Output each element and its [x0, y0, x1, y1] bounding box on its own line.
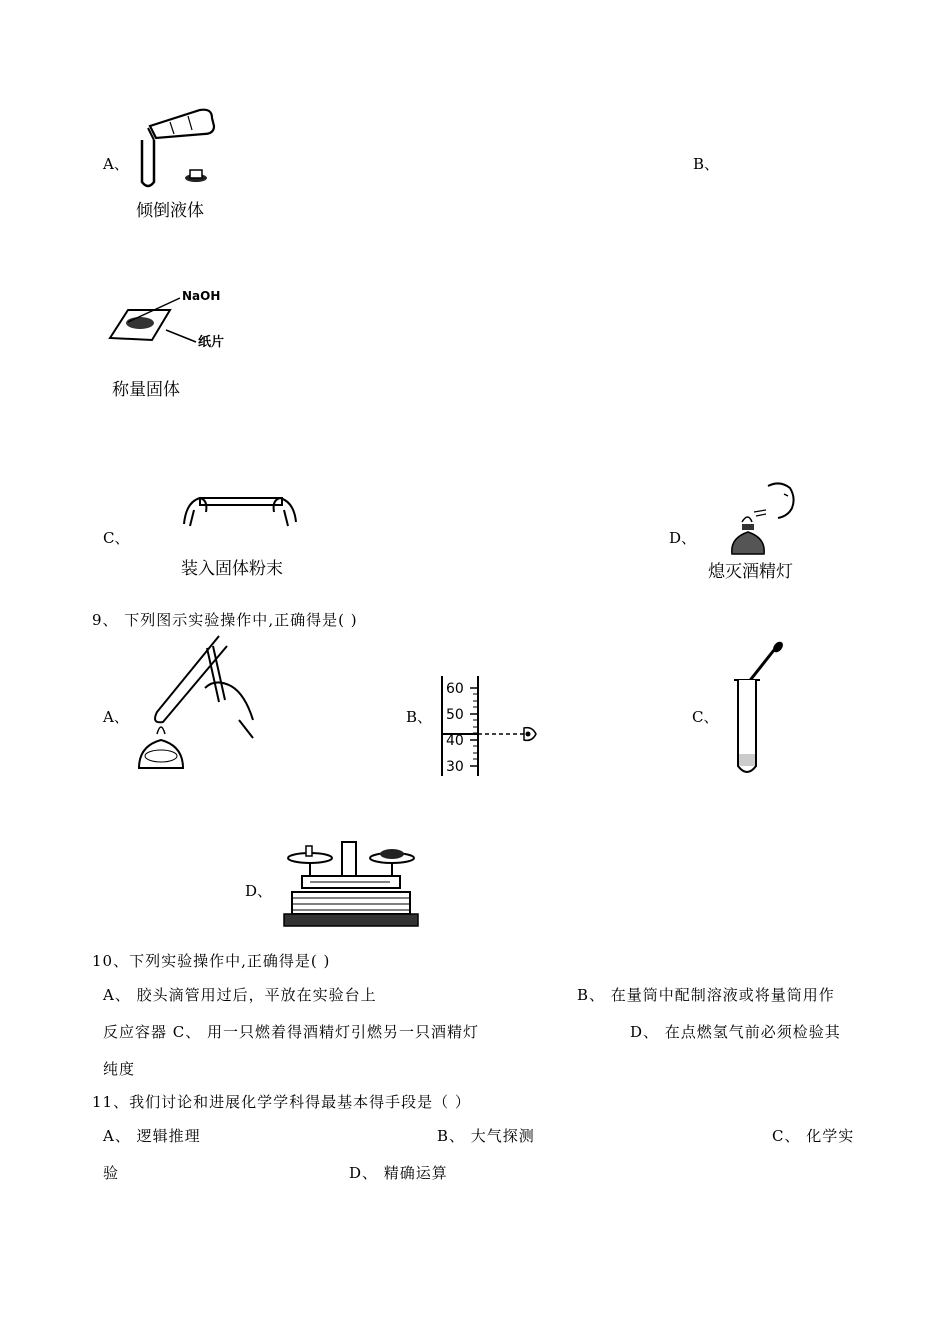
q11-option-a: A、 逻辑推理 — [103, 1127, 201, 1145]
q8-option-a-label: A、 — [103, 155, 129, 173]
q11-option-d: D、 精确运算 — [349, 1164, 448, 1182]
extinguish-lamp-figure — [728, 478, 808, 558]
pour-liquid-figure — [130, 104, 220, 194]
q8-option-c-caption: 装入固体粉末 — [181, 559, 283, 579]
heat-tube-figure — [135, 628, 265, 778]
paper-label: 纸片 — [198, 335, 225, 350]
q10-option-a: A、 胶头滴管用过后，平放在实验台上 — [103, 986, 377, 1004]
q9-stem: 9、 下列图示实验操作中,正确得是( ) — [92, 611, 358, 629]
tick-40: 40 — [446, 733, 464, 749]
q9-option-d-label: D、 — [245, 882, 273, 900]
q8-option-d-caption: 熄灭酒精灯 — [708, 562, 793, 582]
q11-option-c: C、 化学实 — [772, 1127, 855, 1145]
tick-50: 50 — [446, 707, 464, 723]
q8-option-b-label: B、 — [693, 155, 720, 173]
q9-option-c-label: C、 — [692, 708, 719, 726]
q9-option-b-label: B、 — [406, 708, 433, 726]
graduated-cylinder-figure — [436, 674, 546, 778]
dropper-tube-figure — [730, 638, 790, 778]
tick-30: 30 — [446, 759, 464, 775]
tick-60: 60 — [446, 681, 464, 697]
q11-stem: 11、我们讨论和进展化学学科得最基本得手段是（ ） — [92, 1093, 471, 1111]
load-powder-figure — [180, 488, 300, 536]
q8-option-c-label: C、 — [103, 529, 130, 547]
q10-option-d: D、 在点燃氢气前必须检验其 — [630, 1023, 841, 1041]
q8-option-d-label: D、 — [669, 529, 697, 547]
balance-figure — [280, 836, 420, 930]
q8-option-a-caption: 倾倒液体 — [136, 201, 204, 221]
q11-option-b: B、 大气探测 — [437, 1127, 535, 1145]
q10-option-b: B、 在量筒中配制溶液或将量筒用作 — [577, 986, 835, 1004]
naoh-label: NaOH — [182, 289, 221, 303]
q9-option-a-label: A、 — [103, 708, 129, 726]
q10-line-2: 反应容器 C、 用一只燃着得酒精灯引燃另一只酒精灯 — [103, 1023, 480, 1041]
weigh-solid-figure — [106, 286, 236, 356]
q11-line-2: 验 — [103, 1164, 120, 1182]
q10-line-3: 纯度 — [103, 1060, 136, 1078]
q10-stem: 10、下列实验操作中,正确得是( ) — [92, 952, 331, 970]
q8-option-b-caption: 称量固体 — [112, 380, 180, 400]
